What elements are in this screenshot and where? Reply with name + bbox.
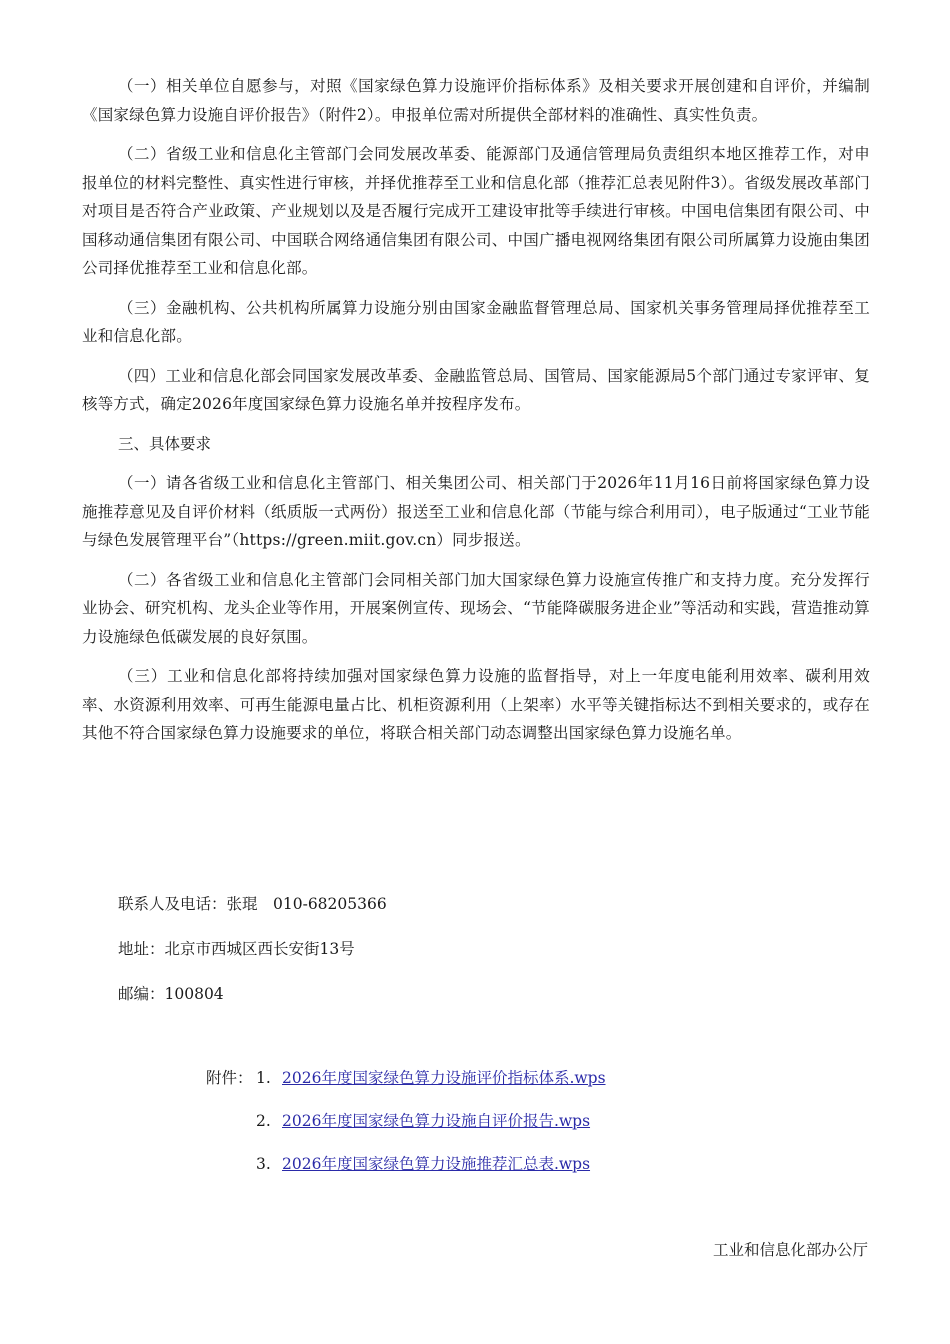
contact-address: 地址：北京市西城区西长安街13号 bbox=[118, 940, 355, 958]
contact-postcode: 邮编：100804 bbox=[118, 985, 224, 1003]
attachment-item bbox=[206, 1107, 606, 1150]
paragraph-2: （二）省级工业和信息化主管部门会同发展改革委、能源部门及通信管理局负责组织本地区推荐工作，对申报单位的材料完整性、真实性进行审核，并择优推荐至工业和信息化部（推荐汇总表见附件3）。省级发展改革部门对项目是否符合产业政策、产业规划以及是否履行完成开工建设审批等手续进行审核。中国电信集团有限公司、中国移动通信集团有限公司、中国联合网络通信集团有限公司、中国广播电视网络集团有限公司所属算力设施由集团公司择优推荐至工业和信息化部。 bbox=[82, 145, 870, 277]
attachment-number: 3. bbox=[256, 1155, 271, 1173]
attachment-link-3[interactable]: 2026年度国家绿色算力设施推荐汇总表.wps bbox=[282, 1155, 591, 1173]
paragraph-4: （四）工业和信息化部会同国家发展改革委、金融监管总局、国管局、国家能源局5个部门通过专家评审、复核等方式，确定2026年度国家绿色算力设施名单并按程序发布。 bbox=[82, 366, 870, 413]
section-heading: 三、具体要求 bbox=[118, 434, 212, 453]
requirement-3: （三）工业和信息化部将持续加强对国家绿色算力设施的监督指导，对上一年度电能利用效率、碳利用效率、水资源利用效率、可再生能源电量占比、机柜资源利用（上架率）水平等关键指标达不到相关要求的，或存在其他不符合国家绿色算力设施要求的单位，将联合相关部门动态调整出国家绿色算力设施名单。 bbox=[82, 667, 870, 742]
attachment-link-2[interactable]: 2026年度国家绿色算力设施自评价报告.wps bbox=[282, 1112, 591, 1130]
document-body bbox=[82, 72, 870, 759]
attachments-list bbox=[206, 1064, 606, 1193]
paragraph-1: （一）相关单位自愿参与，对照《国家绿色算力设施评价指标体系》及相关要求开展创建和自评价，并编制《国家绿色算力设施自评价报告》（附件2）。申报单位需对所提供全部材料的准确性、真实性负责。 bbox=[82, 77, 870, 124]
requirement-2: （二）各省级工业和信息化主管部门会同相关部门加大国家绿色算力设施宣传推广和支持力度。充分发挥行业协会、研究机构、龙头企业等作用，开展案例宣传、现场会、“节能降碳服务进企业”等活动和实践，营造推动算力设施绿色低碳发展的良好氛围。 bbox=[82, 570, 870, 646]
attachments-label: 附件： bbox=[206, 1069, 253, 1087]
requirement-1: （一）请各省级工业和信息化主管部门、相关集团公司、相关部门于2026年11月16日前将国家绿色算力设施推荐意见及自评价材料（纸质版一式两份）报送至工业和信息化部（节能与综合利用司），电子版通过“工业节能与绿色发展管理平台”（https://green.miit.gov.cn）同步报送。 bbox=[82, 474, 870, 549]
attachment-item bbox=[206, 1150, 606, 1193]
attachment-item bbox=[206, 1064, 606, 1107]
contact-block bbox=[118, 890, 387, 1025]
attachment-link-1[interactable]: 2026年度国家绿色算力设施评价指标体系.wps bbox=[282, 1069, 606, 1087]
paragraph-3: （三）金融机构、公共机构所属算力设施分别由国家金融监督管理总局、国家机关事务管理局择优推荐至工业和信息化部。 bbox=[82, 298, 870, 345]
issuer-signature: 工业和信息化部办公厅 bbox=[712, 1241, 868, 1259]
contact-phone: 联系人及电话：张琨 010-68205366 bbox=[118, 895, 387, 913]
attachment-number: 2. bbox=[256, 1112, 271, 1130]
attachment-number: 1. bbox=[256, 1069, 271, 1087]
